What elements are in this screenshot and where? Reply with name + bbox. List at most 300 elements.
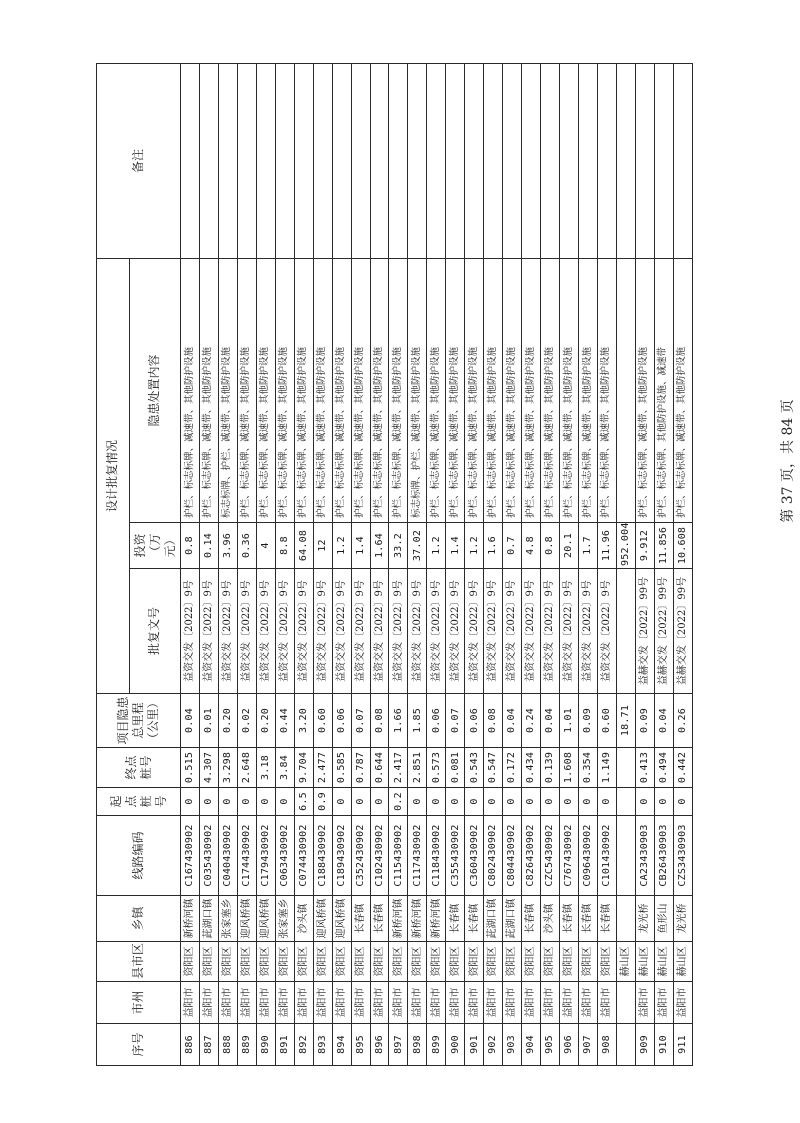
approval-doc-cell	[616, 569, 635, 694]
county-cell: 赫山区	[635, 942, 654, 982]
investment-cell: 0.36	[237, 523, 256, 569]
header-county: 县市区	[97, 942, 181, 982]
end-stake-cell: 0.547	[484, 748, 503, 788]
mileage-cell: 0.07	[446, 694, 465, 748]
start-stake-cell: 0	[654, 788, 673, 816]
end-stake-cell: 2.417	[389, 748, 408, 788]
approval-doc-cell: 益资交发〔2022〕9号	[199, 569, 218, 694]
remark-cell	[597, 64, 616, 259]
remark-cell	[484, 64, 503, 259]
start-stake-cell: 0	[673, 788, 692, 816]
mileage-cell: 0.09	[579, 694, 598, 748]
town-cell: 新桥河镇	[389, 896, 408, 942]
hazard-content-cell: 护栏、标志标牌、减速带、其他防护设施	[389, 259, 408, 523]
remark-cell	[332, 64, 351, 259]
row-no: 886	[181, 1024, 200, 1066]
header-approval-doc: 批复文号	[130, 569, 181, 694]
hazard-content-cell: 护栏、标志标牌、减速带、其他防护设施	[635, 259, 654, 523]
start-stake-cell: 0	[579, 788, 598, 816]
investment-cell: 1.6	[484, 523, 503, 569]
table-row	[560, 64, 579, 1066]
remark-cell	[541, 64, 560, 259]
table-row	[218, 64, 237, 1066]
hazard-content-cell	[616, 259, 635, 523]
city-cell: 益阳市	[597, 982, 616, 1024]
start-stake-cell: 0	[635, 788, 654, 816]
mileage-cell: 0.04	[541, 694, 560, 748]
table-row	[616, 64, 635, 1066]
investment-cell: 1.7	[579, 523, 598, 569]
end-stake-cell: 0.585	[332, 748, 351, 788]
start-stake-cell: 0	[181, 788, 200, 816]
header-start-stake: 起点桩号	[97, 788, 181, 816]
route-code-cell: CZS3430903	[673, 816, 692, 896]
header-hazard-content: 隐患处置内容	[130, 259, 181, 523]
city-cell: 益阳市	[256, 982, 275, 1024]
row-no: 908	[597, 1024, 616, 1066]
city-cell: 益阳市	[237, 982, 256, 1024]
investment-cell: 4	[256, 523, 275, 569]
table-row	[654, 64, 673, 1066]
row-no: 897	[389, 1024, 408, 1066]
approval-doc-cell: 益资交发〔2022〕9号	[370, 569, 389, 694]
town-cell: 长春镇	[370, 896, 389, 942]
start-stake-cell: 0	[503, 788, 522, 816]
town-cell: 茈湖口镇	[503, 896, 522, 942]
header-mileage: 项目隐患总里程（公里）	[97, 694, 181, 748]
city-cell: 益阳市	[465, 982, 484, 1024]
approval-doc-cell: 益资交发〔2022〕9号	[427, 569, 446, 694]
table-row	[484, 64, 503, 1066]
town-cell: 茈湖口镇	[199, 896, 218, 942]
route-code-cell: C174430902	[237, 816, 256, 896]
start-stake-cell: 0	[560, 788, 579, 816]
table-row	[275, 64, 294, 1066]
county-cell: 资阳区	[294, 942, 313, 982]
investment-cell: 9.912	[635, 523, 654, 569]
hazard-content-cell: 护栏、标志标牌、减速带、其他防护设施	[332, 259, 351, 523]
header-city: 市州	[97, 982, 181, 1024]
route-code-cell: C096430902	[579, 816, 598, 896]
row-no: 890	[256, 1024, 275, 1066]
route-code-cell	[616, 816, 635, 896]
mileage-cell: 0.04	[181, 694, 200, 748]
hazard-content-cell: 标志标牌、护栏、减速带、其他防护设施	[218, 259, 237, 523]
end-stake-cell: 0.081	[446, 748, 465, 788]
table-row	[294, 64, 313, 1066]
table-row	[597, 64, 616, 1066]
hazard-content-cell: 护栏、标志标牌、减速带、其他防护设施	[503, 259, 522, 523]
end-stake-cell: 3.84	[275, 748, 294, 788]
town-cell: 长春镇	[522, 896, 541, 942]
route-code-cell: C189430902	[332, 816, 351, 896]
start-stake-cell: 0.9	[313, 788, 332, 816]
city-cell: 益阳市	[313, 982, 332, 1024]
approval-doc-cell: 益资交发〔2022〕9号	[389, 569, 408, 694]
mileage-cell: 0.07	[351, 694, 370, 748]
row-no: 906	[560, 1024, 579, 1066]
mileage-cell: 3.20	[294, 694, 313, 748]
town-cell: 长春镇	[597, 896, 616, 942]
hazard-content-cell: 护栏、标志标牌、减速带、其他防护设施	[181, 259, 200, 523]
row-no: 888	[218, 1024, 237, 1066]
approval-doc-cell: 益资交发〔2022〕9号	[484, 569, 503, 694]
hazard-content-cell: 护栏、标志标牌、减速带、其他防护设施	[484, 259, 503, 523]
hazard-content-cell: 护栏、标志标牌、减速带、其他防护设施	[541, 259, 560, 523]
approval-doc-cell: 益资交发〔2022〕9号	[275, 569, 294, 694]
city-cell: 益阳市	[370, 982, 389, 1024]
remark-cell	[237, 64, 256, 259]
mileage-cell: 0.04	[654, 694, 673, 748]
route-code-cell: CB26430903	[654, 816, 673, 896]
approval-doc-cell: 益资交发〔2022〕9号	[579, 569, 598, 694]
town-cell: 长春镇	[465, 896, 484, 942]
town-cell: 迎风桥镇	[332, 896, 351, 942]
rotated-table-wrapper	[96, 64, 693, 1066]
mileage-cell: 0.20	[256, 694, 275, 748]
row-no: 899	[427, 1024, 446, 1066]
remark-cell	[579, 64, 598, 259]
start-stake-cell: 6.5	[294, 788, 313, 816]
city-cell: 益阳市	[389, 982, 408, 1024]
row-no: 896	[370, 1024, 389, 1066]
city-cell: 益阳市	[181, 982, 200, 1024]
approval-doc-cell: 益资交发〔2022〕9号	[541, 569, 560, 694]
end-stake-cell: 3.18	[256, 748, 275, 788]
town-cell: 迎风桥镇	[237, 896, 256, 942]
table-row	[446, 64, 465, 1066]
table-row	[408, 64, 427, 1066]
table-body	[181, 64, 693, 1066]
investment-cell: 1.2	[465, 523, 484, 569]
investment-cell: 64.08	[294, 523, 313, 569]
county-cell: 资阳区	[427, 942, 446, 982]
county-cell: 资阳区	[275, 942, 294, 982]
remark-cell	[256, 64, 275, 259]
investment-cell: 11.856	[654, 523, 673, 569]
approval-doc-cell: 益赫交发〔2022〕99号	[635, 569, 654, 694]
investment-cell: 0.7	[503, 523, 522, 569]
header-investment: 投资（万元）	[130, 523, 181, 569]
town-cell: 张家塞乡	[218, 896, 237, 942]
start-stake-cell: 0	[522, 788, 541, 816]
remark-cell	[654, 64, 673, 259]
investment-cell: 8.8	[275, 523, 294, 569]
table-row	[579, 64, 598, 1066]
county-cell: 资阳区	[181, 942, 200, 982]
header-design-approval-group: 设计批复情况	[97, 259, 130, 694]
town-cell: 茈湖口镇	[484, 896, 503, 942]
header-no: 序号	[97, 1024, 181, 1066]
table-row	[237, 64, 256, 1066]
mileage-cell: 0.60	[597, 694, 616, 748]
remark-cell	[673, 64, 692, 259]
end-stake-cell: 1.608	[560, 748, 579, 788]
row-no: 901	[465, 1024, 484, 1066]
hazard-content-cell: 护栏、标志标牌、减速带、其他防护设施	[427, 259, 446, 523]
city-cell: 益阳市	[579, 982, 598, 1024]
town-cell: 龙光桥	[635, 896, 654, 942]
city-cell: 益阳市	[275, 982, 294, 1024]
start-stake-cell: 0.2	[389, 788, 408, 816]
town-cell: 鱼形山	[654, 896, 673, 942]
town-cell: 新桥河镇	[427, 896, 446, 942]
route-code-cell: C179430902	[256, 816, 275, 896]
remark-cell	[446, 64, 465, 259]
route-code-cell: C802430902	[484, 816, 503, 896]
county-cell: 资阳区	[522, 942, 541, 982]
city-cell: 益阳市	[446, 982, 465, 1024]
city-cell: 益阳市	[654, 982, 673, 1024]
city-cell: 益阳市	[332, 982, 351, 1024]
remark-cell	[370, 64, 389, 259]
row-no: 889	[237, 1024, 256, 1066]
end-stake-cell: 0.573	[427, 748, 446, 788]
end-stake-cell	[616, 748, 635, 788]
approval-doc-cell: 益资交发〔2022〕9号	[294, 569, 313, 694]
table-row	[332, 64, 351, 1066]
end-stake-cell: 2.851	[408, 748, 427, 788]
remark-cell	[522, 64, 541, 259]
start-stake-cell: 0	[237, 788, 256, 816]
start-stake-cell: 0	[218, 788, 237, 816]
remark-cell	[465, 64, 484, 259]
county-cell: 赫山区	[616, 942, 635, 982]
town-cell: 迎风桥镇	[313, 896, 332, 942]
county-cell: 资阳区	[541, 942, 560, 982]
start-stake-cell	[616, 788, 635, 816]
end-stake-cell: 0.139	[541, 748, 560, 788]
route-code-cell: C167430902	[181, 816, 200, 896]
investment-cell: 1.2	[332, 523, 351, 569]
row-no: 903	[503, 1024, 522, 1066]
hazard-content-cell: 护栏、标志标牌、减速带、其他防护设施	[446, 259, 465, 523]
row-no	[616, 1024, 635, 1066]
start-stake-cell: 0	[408, 788, 427, 816]
row-no: 887	[199, 1024, 218, 1066]
remark-cell	[389, 64, 408, 259]
table-row	[503, 64, 522, 1066]
hazard-content-cell: 护栏、标志标牌、减速带、其他防护设施	[275, 259, 294, 523]
end-stake-cell: 9.704	[294, 748, 313, 788]
approval-doc-cell: 益资交发〔2022〕9号	[218, 569, 237, 694]
county-cell: 资阳区	[446, 942, 465, 982]
approval-doc-cell: 益资交发〔2022〕9号	[597, 569, 616, 694]
city-cell: 益阳市	[503, 982, 522, 1024]
mileage-cell: 0.08	[370, 694, 389, 748]
header-remark: 备注	[97, 64, 181, 259]
route-code-cell: C188430902	[313, 816, 332, 896]
mileage-cell: 18.71	[616, 694, 635, 748]
start-stake-cell: 0	[351, 788, 370, 816]
row-no: 894	[332, 1024, 351, 1066]
mileage-cell: 0.01	[199, 694, 218, 748]
route-code-cell: C355430902	[446, 816, 465, 896]
row-no: 898	[408, 1024, 427, 1066]
county-cell: 资阳区	[484, 942, 503, 982]
investment-cell: 1.4	[446, 523, 465, 569]
city-cell: 益阳市	[218, 982, 237, 1024]
county-cell: 资阳区	[597, 942, 616, 982]
route-code-cell: C117430902	[408, 816, 427, 896]
hazard-content-cell: 护栏、标志标牌、减速带、其他防护设施	[313, 259, 332, 523]
remark-cell	[294, 64, 313, 259]
start-stake-cell: 0	[199, 788, 218, 816]
town-cell: 新桥河镇	[181, 896, 200, 942]
county-cell: 资阳区	[465, 942, 484, 982]
city-cell: 益阳市	[522, 982, 541, 1024]
county-cell: 资阳区	[579, 942, 598, 982]
town-cell: 长春镇	[351, 896, 370, 942]
approval-doc-cell: 益资交发〔2022〕9号	[351, 569, 370, 694]
hazard-content-cell: 护栏、标志标牌、减速带、其他防护设施	[579, 259, 598, 523]
table-row	[256, 64, 275, 1066]
row-no: 907	[579, 1024, 598, 1066]
town-cell: 新桥河镇	[408, 896, 427, 942]
investment-cell: 10.608	[673, 523, 692, 569]
route-code-cell: C102430902	[370, 816, 389, 896]
county-cell: 赫山区	[673, 942, 692, 982]
route-code-cell: C118430902	[427, 816, 446, 896]
investment-cell: 1.2	[427, 523, 446, 569]
remark-cell	[616, 64, 635, 259]
end-stake-cell: 0.543	[465, 748, 484, 788]
hazard-content-cell: 护栏、标志标牌、减速带、其他防护设施	[522, 259, 541, 523]
route-code-cell: C115430902	[389, 816, 408, 896]
hazard-content-cell: 护栏、标志标牌、减速带、其他防护设施	[256, 259, 275, 523]
end-stake-cell: 0.494	[654, 748, 673, 788]
header-town: 乡镇	[97, 896, 181, 942]
row-no: 900	[446, 1024, 465, 1066]
investment-cell: 4.8	[522, 523, 541, 569]
city-cell: 益阳市	[427, 982, 446, 1024]
county-cell: 资阳区	[503, 942, 522, 982]
route-code-cell: CZC5430902	[541, 816, 560, 896]
remark-cell	[560, 64, 579, 259]
hazard-content-cell: 护栏、标志标牌、减速带、其他防护设施	[294, 259, 313, 523]
city-cell: 益阳市	[294, 982, 313, 1024]
mileage-cell: 0.06	[465, 694, 484, 748]
hazard-table	[96, 63, 693, 1066]
remark-cell	[181, 64, 200, 259]
start-stake-cell: 0	[541, 788, 560, 816]
hazard-content-cell: 护栏、标志标牌、减速带、其他防护设施	[560, 259, 579, 523]
investment-cell: 1.64	[370, 523, 389, 569]
table-row	[635, 64, 654, 1066]
county-cell: 资阳区	[256, 942, 275, 982]
town-cell: 长春镇	[446, 896, 465, 942]
county-cell: 资阳区	[560, 942, 579, 982]
start-stake-cell: 0	[597, 788, 616, 816]
start-stake-cell: 0	[465, 788, 484, 816]
end-stake-cell: 2.477	[313, 748, 332, 788]
mileage-cell: 0.44	[275, 694, 294, 748]
city-cell: 益阳市	[408, 982, 427, 1024]
investment-cell: 952.004	[616, 523, 635, 569]
table-row	[199, 64, 218, 1066]
approval-doc-cell: 益资交发〔2022〕9号	[408, 569, 427, 694]
header-route-code: 线路编码	[97, 816, 181, 896]
mileage-cell: 1.01	[560, 694, 579, 748]
end-stake-cell: 2.648	[237, 748, 256, 788]
approval-doc-cell: 益资交发〔2022〕9号	[332, 569, 351, 694]
route-code-cell: C074430902	[294, 816, 313, 896]
approval-doc-cell: 益资交发〔2022〕9号	[181, 569, 200, 694]
header-row-top	[97, 64, 130, 1066]
remark-cell	[635, 64, 654, 259]
route-code-cell: C360430902	[465, 816, 484, 896]
investment-cell: 0.14	[199, 523, 218, 569]
county-cell: 资阳区	[199, 942, 218, 982]
city-cell: 益阳市	[484, 982, 503, 1024]
county-cell: 赫山区	[654, 942, 673, 982]
remark-cell	[503, 64, 522, 259]
approval-doc-cell: 益资交发〔2022〕9号	[503, 569, 522, 694]
hazard-content-cell: 护栏、标志标牌、减速带、其他防护设施	[597, 259, 616, 523]
approval-doc-cell: 益资交发〔2022〕9号	[560, 569, 579, 694]
page-footer: 第 37 页，共 84 页	[780, 399, 796, 523]
route-code-cell: C826430902	[522, 816, 541, 896]
table-row	[313, 64, 332, 1066]
mileage-cell: 0.02	[237, 694, 256, 748]
mileage-cell: 0.24	[522, 694, 541, 748]
row-no: 892	[294, 1024, 313, 1066]
end-stake-cell: 1.149	[597, 748, 616, 788]
mileage-cell: 0.26	[673, 694, 692, 748]
approval-doc-cell: 益资交发〔2022〕9号	[522, 569, 541, 694]
investment-cell: 33.2	[389, 523, 408, 569]
mileage-cell: 1.66	[389, 694, 408, 748]
remark-cell	[218, 64, 237, 259]
mileage-cell: 0.06	[332, 694, 351, 748]
end-stake-cell: 0.434	[522, 748, 541, 788]
table-row	[427, 64, 446, 1066]
route-code-cell: C767430902	[560, 816, 579, 896]
hazard-content-cell: 护栏、标志标牌、减速带、其他防护设施	[199, 259, 218, 523]
county-cell: 资阳区	[389, 942, 408, 982]
approval-doc-cell: 益资交发〔2022〕9号	[313, 569, 332, 694]
hazard-content-cell: 护栏、标志标牌、减速带、其他防护设施	[237, 259, 256, 523]
start-stake-cell: 0	[332, 788, 351, 816]
end-stake-cell: 0.354	[579, 748, 598, 788]
investment-cell: 37.02	[408, 523, 427, 569]
county-cell: 资阳区	[313, 942, 332, 982]
end-stake-cell: 0.442	[673, 748, 692, 788]
route-code-cell: C063430902	[275, 816, 294, 896]
hazard-content-cell: 护栏、标志标牌、其他防护设施、减速带	[654, 259, 673, 523]
start-stake-cell: 0	[446, 788, 465, 816]
mileage-cell: 0.60	[313, 694, 332, 748]
row-no: 895	[351, 1024, 370, 1066]
remark-cell	[199, 64, 218, 259]
end-stake-cell: 0.644	[370, 748, 389, 788]
city-cell: 益阳市	[635, 982, 654, 1024]
start-stake-cell: 0	[370, 788, 389, 816]
end-stake-cell: 3.298	[218, 748, 237, 788]
remark-cell	[275, 64, 294, 259]
investment-cell: 1.4	[351, 523, 370, 569]
end-stake-cell: 0.787	[351, 748, 370, 788]
start-stake-cell: 0	[484, 788, 503, 816]
route-code-cell: C040430902	[218, 816, 237, 896]
table-row	[370, 64, 389, 1066]
town-cell: 沙头镇	[294, 896, 313, 942]
row-no: 905	[541, 1024, 560, 1066]
city-cell	[616, 982, 635, 1024]
mileage-cell: 0.04	[503, 694, 522, 748]
start-stake-cell: 0	[256, 788, 275, 816]
county-cell: 资阳区	[370, 942, 389, 982]
